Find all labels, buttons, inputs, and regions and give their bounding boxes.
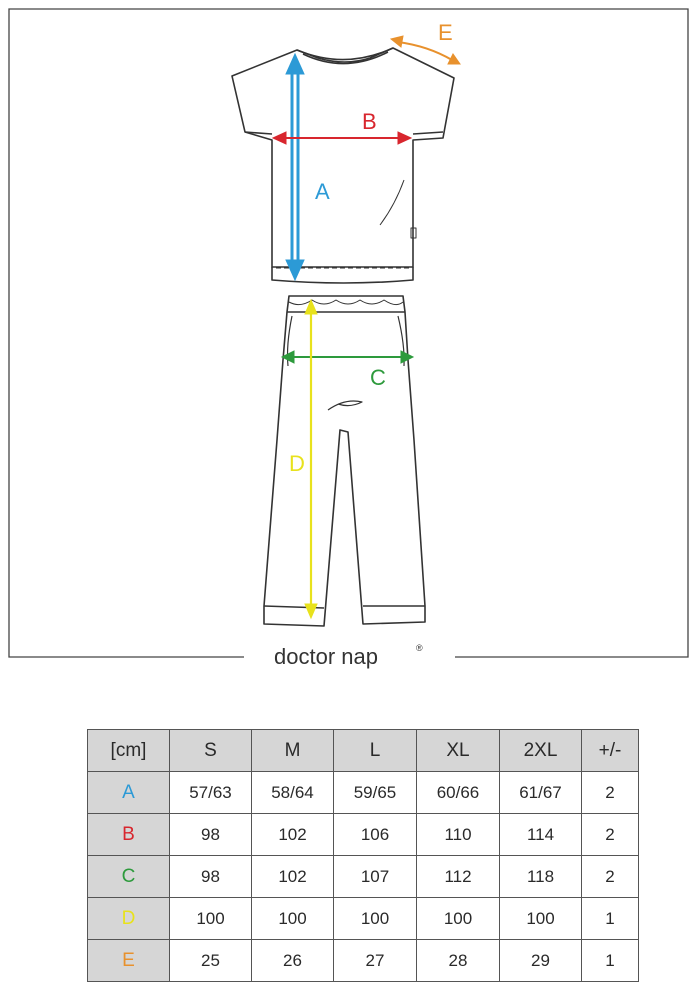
- tolerance-cell: 2: [582, 856, 639, 898]
- table-cell: 27: [334, 940, 417, 982]
- table-cell: 29: [500, 940, 582, 982]
- table-cell: 26: [252, 940, 334, 982]
- row-label: C: [88, 856, 170, 898]
- table-row: [88, 814, 639, 856]
- label-D: D: [289, 451, 305, 476]
- table-cell: 106: [334, 814, 417, 856]
- table-cell: 112: [417, 856, 500, 898]
- tolerance-cell: 2: [582, 772, 639, 814]
- row-label: D: [88, 898, 170, 940]
- table-cell: 100: [500, 898, 582, 940]
- table-cell: 107: [334, 856, 417, 898]
- row-label: B: [88, 814, 170, 856]
- table-row: [88, 772, 639, 814]
- table-row: [88, 856, 639, 898]
- table-cell: 102: [252, 856, 334, 898]
- tolerance-cell: 2: [582, 814, 639, 856]
- label-E: E: [438, 20, 453, 45]
- unit-header: [cm]: [88, 730, 170, 772]
- table-header-row: [88, 730, 639, 772]
- table-cell: 25: [170, 940, 252, 982]
- table-row: [88, 940, 639, 982]
- table-cell: 114: [500, 814, 582, 856]
- table-cell: 28: [417, 940, 500, 982]
- table-cell: 60/66: [417, 772, 500, 814]
- size-header: XL: [417, 730, 500, 772]
- table-cell: 100: [417, 898, 500, 940]
- size-table: [87, 729, 639, 982]
- brand-registered-mark: ®: [416, 643, 423, 653]
- table-cell: 59/65: [334, 772, 417, 814]
- table-cell: 102: [252, 814, 334, 856]
- table-cell: 98: [170, 856, 252, 898]
- table-cell: 100: [170, 898, 252, 940]
- label-B: B: [362, 109, 377, 134]
- label-C: C: [370, 365, 386, 390]
- table-cell: 100: [334, 898, 417, 940]
- size-header: 2XL: [500, 730, 582, 772]
- table-cell: 118: [500, 856, 582, 898]
- row-label: E: [88, 940, 170, 982]
- table-cell: 110: [417, 814, 500, 856]
- size-header: M: [252, 730, 334, 772]
- table-cell: 61/67: [500, 772, 582, 814]
- table-cell: 100: [252, 898, 334, 940]
- table-cell: 98: [170, 814, 252, 856]
- tshirt-outline: [232, 48, 454, 283]
- size-header: S: [170, 730, 252, 772]
- tolerance-cell: 1: [582, 898, 639, 940]
- table-row: [88, 898, 639, 940]
- row-label: A: [88, 772, 170, 814]
- table-cell: 57/63: [170, 772, 252, 814]
- table-cell: 58/64: [252, 772, 334, 814]
- label-A: A: [315, 179, 330, 204]
- size-header: L: [334, 730, 417, 772]
- brand-name: doctor nap: [274, 644, 378, 669]
- tolerance-header: +/-: [582, 730, 639, 772]
- tolerance-cell: 1: [582, 940, 639, 982]
